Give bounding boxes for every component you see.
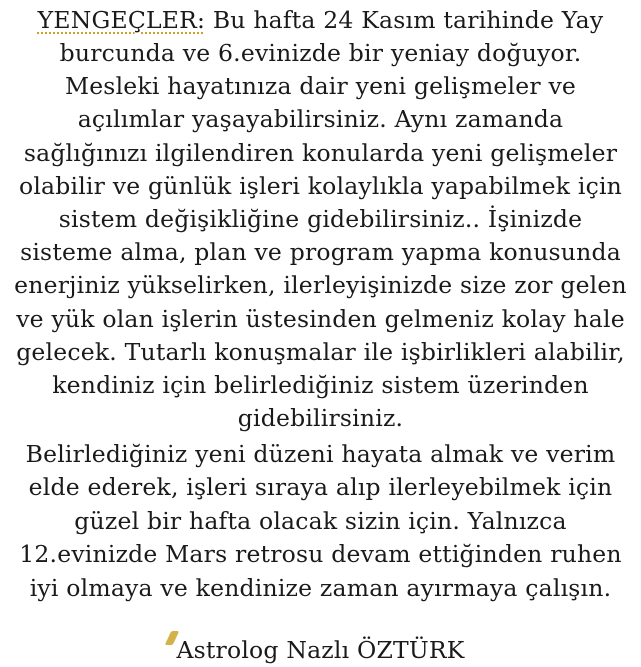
line-18: iyi olmaya ve kendinize zaman ayırmaya çalışın.: [29, 574, 612, 602]
line-12: kendiniz için belirlediğiniz sistem üzerinden: [52, 371, 589, 399]
line-2: burcunda ve 6.evinizde bir yeniay doğuyor.: [59, 39, 582, 67]
line-17: 12.evinizde Mars retrosu devam ettiğinden ruhen: [19, 540, 622, 568]
signature-cutoff: [0, 628, 641, 664]
line-11: gelecek. Tutarlı konuşmalar ile işbirlikleri alabilir,: [16, 338, 625, 366]
line-3: Mesleki hayatınıza dair yeni gelişmeler ve: [64, 72, 577, 100]
line-1: [0, 3, 641, 37]
line-14: Belirlediğiniz yeni düzeni hayata almak ve verim: [25, 440, 616, 468]
line-13: gidebilirsiniz.: [237, 404, 404, 432]
line-1-text: Bu hafta 24 Kasım tarihinde Yay: [205, 6, 604, 34]
line-10: ve yük olan işlerin üstesinden gelmeniz kolay hale: [16, 305, 625, 333]
line-6: olabilir ve günlük işleri kolaylıkla yapabilmek için: [18, 172, 623, 200]
line-4: açılımlar yaşayabilirsiniz. Aynı zamanda: [77, 105, 564, 133]
line-15: elde ederek, işleri sıraya alıp ilerleyebilmek için: [28, 473, 613, 501]
line-16: güzel bir hafta olacak sizin için. Yalnızca: [74, 507, 567, 535]
sign-label: YENGEÇLER:: [37, 6, 206, 34]
line-7: sistem değişikliğine gidebilirsiniz.. İşinizde: [58, 205, 583, 233]
signature: Astrolog Nazlı ÖZTÜRK: [176, 636, 465, 664]
line-5: sağlığınızı ilgilendiren konularda yeni gelişmeler: [23, 139, 618, 167]
line-9: enerjiniz yükselirken, ilerleyişinizde size zor gelen: [14, 271, 627, 299]
line-8: sisteme alma, plan ve program yapma konusunda: [20, 238, 621, 266]
